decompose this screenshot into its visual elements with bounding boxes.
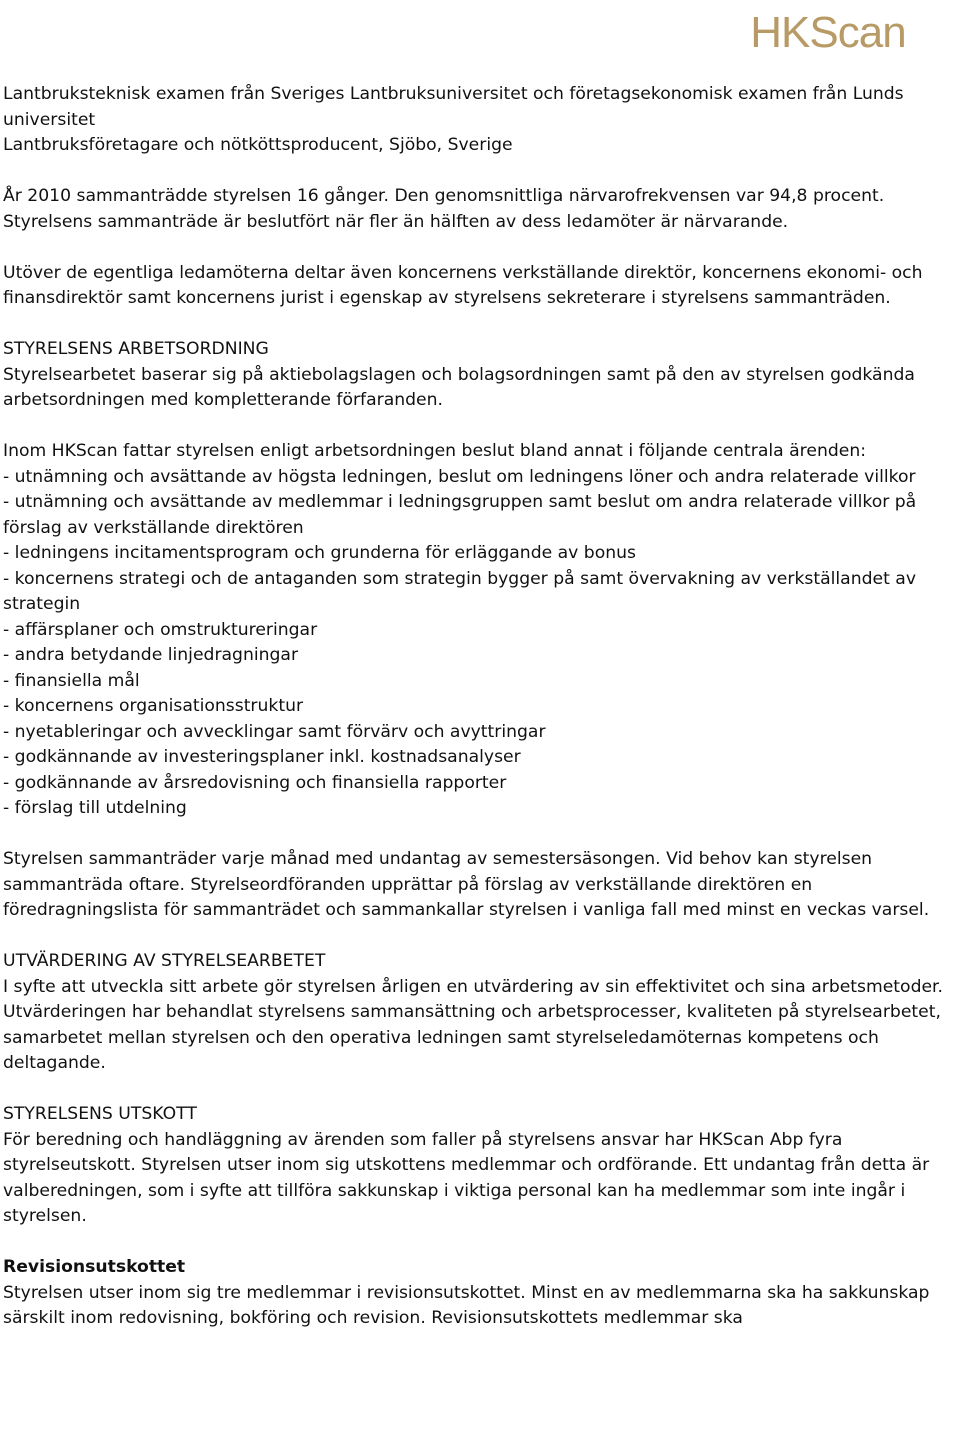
- matters-list-item: - koncernens organisationsstruktur: [3, 696, 304, 716]
- matters-list-item: - godkännande av investeringsplaner inkl. kostnadsanalyser: [3, 747, 521, 767]
- audit-paragraph: Styrelsen utser inom sig tre medlemmar i revisionsutskottet. Minst en av medlemmarna ska ha sakkunskap särskilt inom redovisning, bokföring och revision. Revisionsutskottets medlemmar ska: [3, 1282, 930, 1328]
- matters-list-item: - nyetableringar och avvecklingar samt förvärv och avyttringar: [3, 721, 546, 742]
- matters-list-item: - utnämning och avsättande av medlemmar i ledningsgruppen samt beslut om andra relaterade villkor på förslag av verkställande direktören: [3, 492, 917, 538]
- matters-intro: Inom HKScan fattar styrelsen enligt arbetsordningen beslut bland annat i följande centrala ärenden:: [3, 441, 866, 461]
- matters-list-item: - ledningens incitamentsprogram och grunderna för erläggande av bonus: [3, 543, 636, 563]
- matters-list-item: - godkännande av årsredovisning och finansiella rapporter: [3, 772, 507, 793]
- rules-heading: STYRELSENS ARBETSORDNING: [3, 339, 269, 359]
- matters-list-item: - förslag till utdelning: [3, 798, 187, 818]
- hkscan-logo: [708, 6, 948, 56]
- rules-paragraph: Styrelsearbetet baserar sig på aktiebolagslagen och bolagsordningen samt på den av styrelsen godkända arbetsordningen med kompletterande förfaranden.: [3, 364, 915, 410]
- matters-list-item: - andra betydande linjedragningar: [3, 645, 299, 665]
- committees-heading: STYRELSENS UTSKOTT: [3, 1104, 197, 1124]
- committees-paragraph: För beredning och handläggning av ärenden som faller på styrelsens ansvar har HKScan Abp fyra styrelseutskott. Styrelsen utser inom sig utskottens medlemmar och ordförande. Ett undantag från detta är valberedningen, som i syfte att tillföra sakkunskap i viktiga personal kan ha medlemmar som inte ingår i styrelsen.: [3, 1129, 930, 1226]
- hkscan-logo-text: HKScan: [750, 8, 906, 56]
- matters-list-item: - utnämning och avsättande av högsta ledningen, beslut om ledningens löner och andra relaterade villkor: [3, 466, 916, 487]
- audit-heading: Revisionsutskottet: [3, 1257, 186, 1277]
- meetings-paragraph: Styrelsen sammanträder varje månad med undantag av semestersäsongen. Vid behov kan styrelsen sammanträda oftare. Styrelseordföranden upprättar på förslag av verkställande direktören en föredragningslista för sammanträdet och sammankallar styrelsen i vanliga fall med minst en veckas varsel.: [3, 849, 930, 920]
- matters-list-item: - affärsplaner och omstruktureringar: [3, 619, 318, 640]
- evaluation-heading: UTVÄRDERING AV STYRELSEARBETET: [3, 951, 326, 971]
- evaluation-paragraph: I syfte att utveckla sitt arbete gör styrelsen årligen en utvärdering av sin effektivitet och sina arbetsmetoder. Utvärderingen har behandlat styrelsens sammansättning och arbetsprocesser, kvaliteten på styrelsearbetet, samarbetet mellan styrelsen och den operativa ledningen samt styrelseledamöternas kompetens och deltagande.: [3, 976, 943, 1073]
- matters-list-item: - koncernens strategi och de antaganden som strategin bygger på samt övervakning av verkställandet av strategin: [3, 568, 916, 614]
- intro-line: Lantbruksföretagare och nötköttsproducent, Sjöbo, Sverige: [3, 135, 513, 155]
- intro-line: Lantbruksteknisk examen från Sveriges Lantbruksuniversitet och företagsekonomisk examen från Lunds universitet: [3, 84, 904, 130]
- matters-list-item: - finansiella mål: [3, 670, 140, 691]
- document-body: [3, 82, 957, 1332]
- participants-paragraph: Utöver de egentliga ledamöterna deltar även koncernens verkställande direktör, koncernens ekonomi- och finansdirektör samt koncernens jurist i egenskap av styrelsens sekreterare i styrelsens sammanträden.: [3, 262, 923, 308]
- attendance-paragraph: År 2010 sammanträdde styrelsen 16 gånger. Den genomsnittliga närvarofrekvensen var 94,8 procent. Styrelsens sammanträde är beslutfört när fler än hälften av dess ledamöter är närvarande.: [3, 186, 885, 232]
